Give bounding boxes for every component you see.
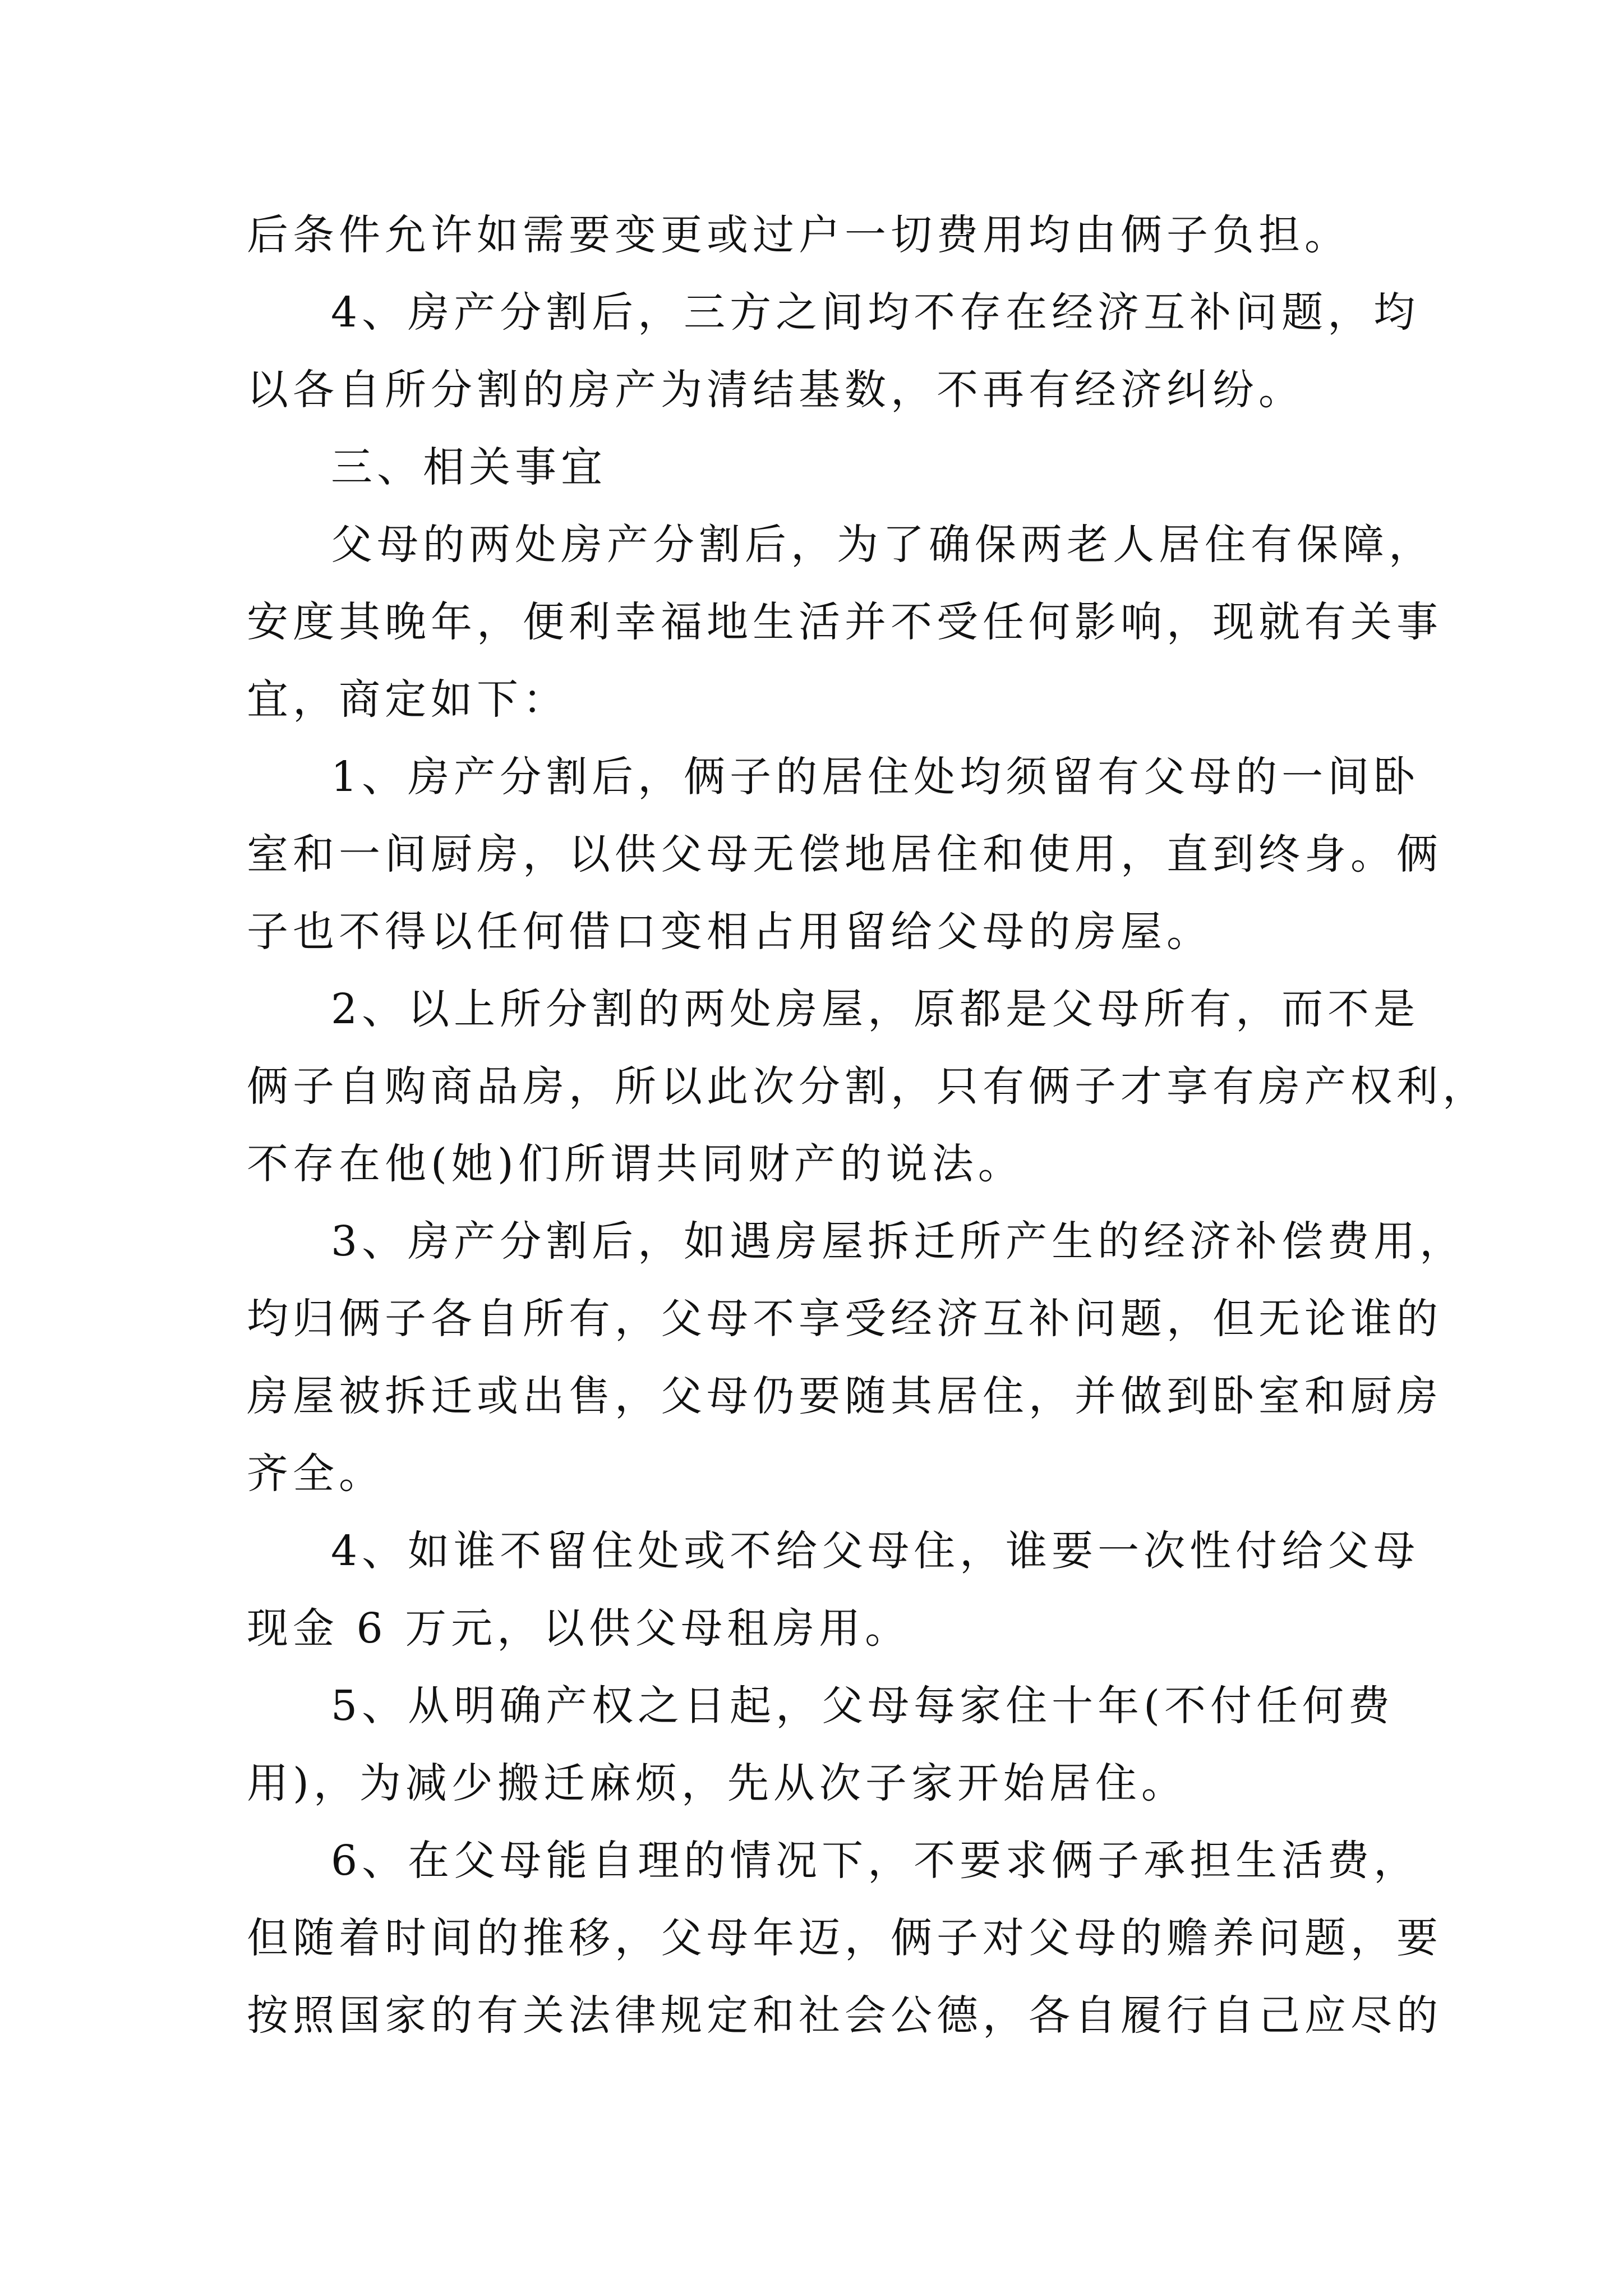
text-line: 安度其晚年，便利幸福地生活并不受任何影响，现就有关事 bbox=[247, 598, 1442, 646]
document-body bbox=[247, 196, 1488, 2054]
text-line: 5、从明确产权之日起，父母每家住十年(不付任何费 bbox=[331, 1682, 1394, 1730]
text-line: 房屋被拆迁或出售，父母仍要随其居住，并做到卧室和厨房 bbox=[247, 1372, 1442, 1420]
text-line: 俩子自购商品房，所以此次分割，只有俩子才享有房产权利， bbox=[247, 1062, 1488, 1111]
text-line: 后条件允许如需要变更或过户一切费用均由俩子负担。 bbox=[247, 211, 1350, 259]
text-line: 4、房产分割后，三方之间均不存在经济互补问题，均 bbox=[331, 288, 1420, 337]
text-line: 按照国家的有关法律规定和社会公德，各自履行自己应尽的 bbox=[247, 1991, 1442, 2040]
text-line: 室和一间厨房，以供父母无偿地居住和使用，直到终身。俩 bbox=[247, 830, 1442, 878]
text-line: 1、房产分割后，俩子的居住处均须留有父母的一间卧 bbox=[331, 753, 1420, 801]
text-line: 4、如谁不留住处或不给父母住，谁要一次性付给父母 bbox=[331, 1527, 1420, 1575]
section-heading: 三、相关事宜 bbox=[331, 443, 607, 491]
text-line: 子也不得以任何借口变相占用留给父母的房屋。 bbox=[247, 908, 1212, 956]
text-line: 宜，商定如下： bbox=[247, 675, 569, 724]
text-line: 不存在他(她)们所谓共同财产的说法。 bbox=[247, 1140, 1024, 1188]
text-line: 父母的两处房产分割后，为了确保两老人居住有保障， bbox=[331, 521, 1435, 569]
text-line: 齐全。 bbox=[247, 1450, 385, 1498]
text-line: 6、在父母能自理的情况下，不要求俩子承担生活费， bbox=[331, 1837, 1420, 1885]
text-line: 以各自所分割的房产为清结基数，不再有经济纠纷。 bbox=[247, 366, 1304, 414]
text-line: 现金 6 万元，以供父母租房用。 bbox=[247, 1604, 911, 1653]
text-line: 用)，为减少搬迁麻烦，先从次子家开始居住。 bbox=[247, 1759, 1187, 1807]
text-line: 3、房产分割后，如遇房屋拆迁所产生的经济补偿费用， bbox=[331, 1217, 1466, 1266]
text-line: 2、以上所分割的两处房屋，原都是父母所有，而不是 bbox=[331, 985, 1420, 1033]
text-line: 但随着时间的推移，父母年迈，俩子对父母的赡养问题，要 bbox=[247, 1914, 1442, 1962]
text-line: 均归俩子各自所有，父母不享受经济互补问题，但无论谁的 bbox=[247, 1295, 1442, 1343]
